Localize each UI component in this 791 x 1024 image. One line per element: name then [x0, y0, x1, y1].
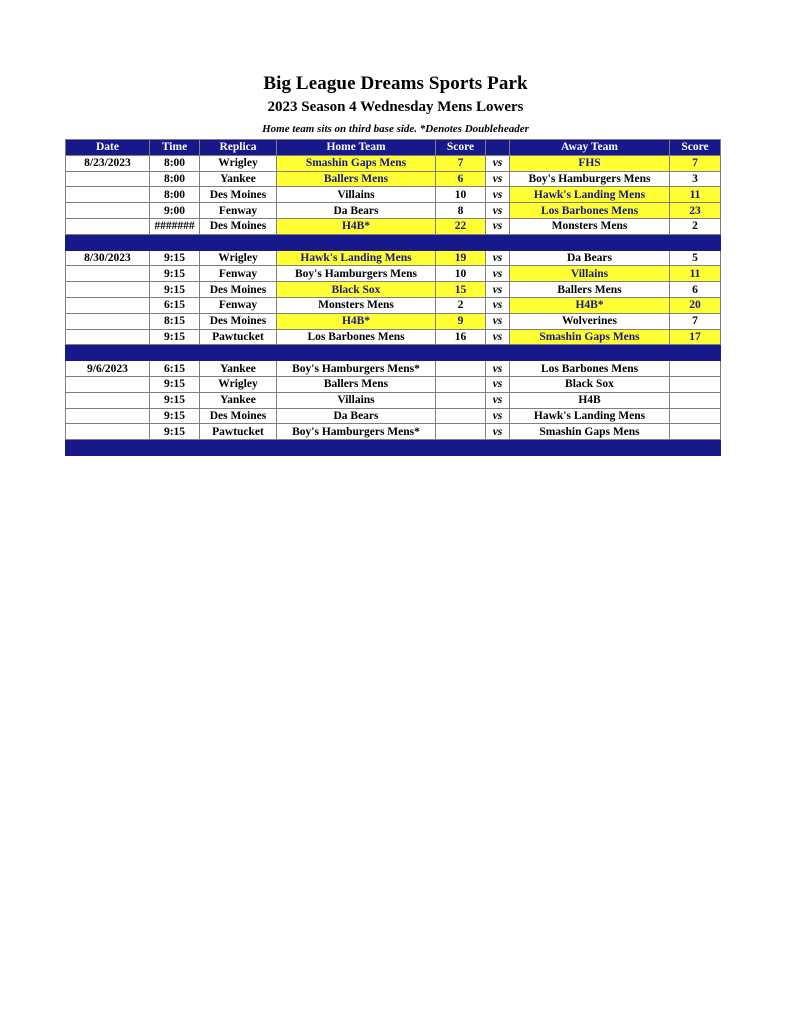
- game-row: [66, 408, 721, 424]
- home-team-cell: H4B*: [277, 313, 436, 329]
- date-cell: [66, 408, 150, 424]
- vs-cell: vs: [486, 376, 510, 392]
- header-home-score: Score: [436, 140, 486, 156]
- week-separator-row: [66, 345, 721, 361]
- replica-cell: Wrigley: [200, 376, 277, 392]
- away-score-cell: [670, 376, 721, 392]
- separator-cell: [486, 440, 510, 456]
- home-score-cell: [436, 392, 486, 408]
- separator-cell: [200, 440, 277, 456]
- date-cell: [66, 266, 150, 282]
- doubleheader-note: Home team sits on third base side. *Denotes Doubleheader: [262, 123, 529, 135]
- game-row: [66, 155, 721, 171]
- home-team-cell: Boy's Hamburgers Mens*: [277, 424, 436, 440]
- away-score-cell: 17: [670, 329, 721, 345]
- separator-cell: [277, 234, 436, 250]
- date-cell: 9/6/2023: [66, 361, 150, 377]
- replica-cell: Fenway: [200, 203, 277, 219]
- away-score-cell: 2: [670, 218, 721, 234]
- away-team-cell: Smashin Gaps Mens: [510, 329, 670, 345]
- schedule-table: [65, 139, 721, 456]
- home-score-cell: 2: [436, 297, 486, 313]
- replica-cell: Pawtucket: [200, 424, 277, 440]
- away-team-cell: Hawk's Landing Mens: [510, 408, 670, 424]
- away-team-cell: Boy's Hamburgers Mens: [510, 171, 670, 187]
- away-score-cell: [670, 361, 721, 377]
- date-cell: 8/30/2023: [66, 250, 150, 266]
- home-team-cell: H4B*: [277, 218, 436, 234]
- time-cell: 8:00: [150, 155, 200, 171]
- vs-cell: vs: [486, 218, 510, 234]
- separator-cell: [510, 234, 670, 250]
- game-row: [66, 424, 721, 440]
- vs-cell: vs: [486, 408, 510, 424]
- date-cell: [66, 203, 150, 219]
- away-team-cell: Smashin Gaps Mens: [510, 424, 670, 440]
- time-cell: 9:00: [150, 203, 200, 219]
- away-team-cell: Black Sox: [510, 376, 670, 392]
- game-row: [66, 266, 721, 282]
- date-cell: [66, 297, 150, 313]
- date-cell: [66, 187, 150, 203]
- game-row: [66, 329, 721, 345]
- away-score-cell: 3: [670, 171, 721, 187]
- home-score-cell: 10: [436, 187, 486, 203]
- vs-cell: vs: [486, 297, 510, 313]
- separator-cell: [150, 345, 200, 361]
- header-away-team: Away Team: [510, 140, 670, 156]
- away-team-cell: Los Barbones Mens: [510, 203, 670, 219]
- home-team-cell: Smashin Gaps Mens: [277, 155, 436, 171]
- date-cell: [66, 329, 150, 345]
- separator-cell: [66, 345, 150, 361]
- separator-cell: [200, 345, 277, 361]
- time-cell: 6:15: [150, 297, 200, 313]
- date-cell: [66, 171, 150, 187]
- replica-cell: Des Moines: [200, 313, 277, 329]
- separator-cell: [510, 345, 670, 361]
- replica-cell: Yankee: [200, 392, 277, 408]
- home-team-cell: Ballers Mens: [277, 376, 436, 392]
- replica-cell: Des Moines: [200, 187, 277, 203]
- separator-cell: [670, 234, 721, 250]
- time-cell: 9:15: [150, 424, 200, 440]
- home-team-cell: Boy's Hamburgers Mens*: [277, 361, 436, 377]
- replica-cell: Wrigley: [200, 250, 277, 266]
- vs-cell: vs: [486, 329, 510, 345]
- time-cell: 6:15: [150, 361, 200, 377]
- home-score-cell: [436, 408, 486, 424]
- header-date: Date: [66, 140, 150, 156]
- home-team-cell: Monsters Mens: [277, 297, 436, 313]
- home-team-cell: Villains: [277, 187, 436, 203]
- game-row: [66, 392, 721, 408]
- replica-cell: Des Moines: [200, 218, 277, 234]
- time-cell: 8:00: [150, 187, 200, 203]
- home-team-cell: Da Bears: [277, 408, 436, 424]
- header-row: [66, 140, 721, 156]
- date-cell: 8/23/2023: [66, 155, 150, 171]
- separator-cell: [66, 440, 150, 456]
- replica-cell: Des Moines: [200, 408, 277, 424]
- home-score-cell: [436, 424, 486, 440]
- replica-cell: Fenway: [200, 266, 277, 282]
- time-cell: 9:15: [150, 392, 200, 408]
- date-cell: [66, 376, 150, 392]
- header-home-team: Home Team: [277, 140, 436, 156]
- home-score-cell: 9: [436, 313, 486, 329]
- vs-cell: vs: [486, 187, 510, 203]
- separator-cell: [277, 440, 436, 456]
- home-team-cell: Hawk's Landing Mens: [277, 250, 436, 266]
- home-score-cell: 16: [436, 329, 486, 345]
- time-cell: 8:15: [150, 313, 200, 329]
- vs-cell: vs: [486, 282, 510, 298]
- replica-cell: Yankee: [200, 361, 277, 377]
- game-row: [66, 313, 721, 329]
- away-score-cell: 6: [670, 282, 721, 298]
- time-cell: 8:00: [150, 171, 200, 187]
- week-separator-row: [66, 234, 721, 250]
- replica-cell: Fenway: [200, 297, 277, 313]
- date-cell: [66, 282, 150, 298]
- replica-cell: Des Moines: [200, 282, 277, 298]
- away-score-cell: [670, 408, 721, 424]
- away-score-cell: 7: [670, 155, 721, 171]
- page-subtitle: 2023 Season 4 Wednesday Mens Lowers: [267, 99, 524, 115]
- home-score-cell: 19: [436, 250, 486, 266]
- page-title: Big League Dreams Sports Park: [263, 73, 528, 94]
- home-team-cell: Villains: [277, 392, 436, 408]
- away-score-cell: 23: [670, 203, 721, 219]
- vs-cell: vs: [486, 392, 510, 408]
- away-team-cell: H4B: [510, 392, 670, 408]
- separator-cell: [486, 345, 510, 361]
- date-cell: [66, 424, 150, 440]
- time-cell: 9:15: [150, 250, 200, 266]
- header-replica: Replica: [200, 140, 277, 156]
- home-score-cell: 6: [436, 171, 486, 187]
- home-score-cell: 22: [436, 218, 486, 234]
- away-score-cell: 5: [670, 250, 721, 266]
- vs-cell: vs: [486, 424, 510, 440]
- replica-cell: Wrigley: [200, 155, 277, 171]
- away-team-cell: Hawk's Landing Mens: [510, 187, 670, 203]
- away-score-cell: [670, 392, 721, 408]
- away-team-cell: Da Bears: [510, 250, 670, 266]
- vs-cell: vs: [486, 266, 510, 282]
- away-team-cell: FHS: [510, 155, 670, 171]
- game-row: [66, 297, 721, 313]
- time-cell: 9:15: [150, 408, 200, 424]
- home-team-cell: Ballers Mens: [277, 171, 436, 187]
- separator-cell: [66, 234, 150, 250]
- replica-cell: Yankee: [200, 171, 277, 187]
- away-team-cell: Los Barbones Mens: [510, 361, 670, 377]
- home-score-cell: [436, 361, 486, 377]
- separator-cell: [670, 345, 721, 361]
- date-cell: [66, 313, 150, 329]
- home-team-cell: Los Barbones Mens: [277, 329, 436, 345]
- vs-cell: vs: [486, 250, 510, 266]
- away-score-cell: 7: [670, 313, 721, 329]
- header-time: Time: [150, 140, 200, 156]
- away-team-cell: Monsters Mens: [510, 218, 670, 234]
- game-row: [66, 376, 721, 392]
- schedule-body: [66, 155, 721, 455]
- away-score-cell: 20: [670, 297, 721, 313]
- separator-cell: [436, 440, 486, 456]
- vs-cell: vs: [486, 155, 510, 171]
- time-cell: 9:15: [150, 266, 200, 282]
- away-team-cell: Villains: [510, 266, 670, 282]
- week-separator-row: [66, 440, 721, 456]
- game-row: [66, 187, 721, 203]
- game-row: [66, 361, 721, 377]
- separator-cell: [486, 234, 510, 250]
- home-score-cell: 15: [436, 282, 486, 298]
- time-cell: #######: [150, 218, 200, 234]
- away-team-cell: Wolverines: [510, 313, 670, 329]
- separator-cell: [510, 440, 670, 456]
- home-team-cell: Black Sox: [277, 282, 436, 298]
- date-cell: [66, 392, 150, 408]
- vs-cell: vs: [486, 361, 510, 377]
- game-row: [66, 218, 721, 234]
- game-row: [66, 282, 721, 298]
- away-score-cell: 11: [670, 187, 721, 203]
- home-score-cell: 7: [436, 155, 486, 171]
- date-cell: [66, 218, 150, 234]
- header-away-score: Score: [670, 140, 721, 156]
- header-vs: [486, 140, 510, 156]
- separator-cell: [277, 345, 436, 361]
- separator-cell: [150, 440, 200, 456]
- vs-cell: vs: [486, 203, 510, 219]
- away-score-cell: [670, 424, 721, 440]
- vs-cell: vs: [486, 313, 510, 329]
- home-score-cell: [436, 376, 486, 392]
- home-team-cell: Da Bears: [277, 203, 436, 219]
- time-cell: 9:15: [150, 376, 200, 392]
- home-score-cell: 8: [436, 203, 486, 219]
- home-team-cell: Boy's Hamburgers Mens: [277, 266, 436, 282]
- vs-cell: vs: [486, 171, 510, 187]
- away-score-cell: 11: [670, 266, 721, 282]
- game-row: [66, 250, 721, 266]
- away-team-cell: H4B*: [510, 297, 670, 313]
- separator-cell: [670, 440, 721, 456]
- replica-cell: Pawtucket: [200, 329, 277, 345]
- away-team-cell: Ballers Mens: [510, 282, 670, 298]
- separator-cell: [200, 234, 277, 250]
- home-score-cell: 10: [436, 266, 486, 282]
- separator-cell: [436, 234, 486, 250]
- game-row: [66, 203, 721, 219]
- time-cell: 9:15: [150, 329, 200, 345]
- separator-cell: [150, 234, 200, 250]
- separator-cell: [436, 345, 486, 361]
- game-row: [66, 171, 721, 187]
- time-cell: 9:15: [150, 282, 200, 298]
